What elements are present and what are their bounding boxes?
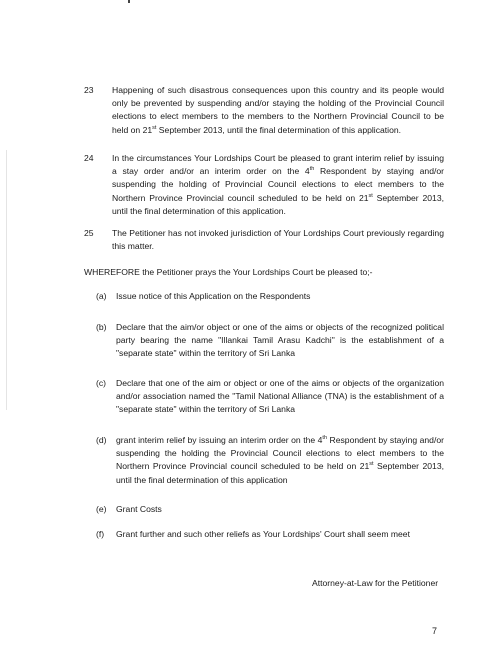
prayer-label: (f): [96, 529, 105, 539]
page-number: 7: [432, 626, 438, 636]
prayer-text: Declare that one of the aim or object or one of the aims or objects of the organization and/or association named the "Tamil National Alliance (TNA) is the establishment of a "separate state" within the territory of Sri Lanka: [116, 378, 444, 415]
paragraph-text: The Petitioner has not invoked jurisdiction of Your Lordships Court previously regarding this matter.: [112, 228, 444, 252]
prayer-text: Declare that the aim/or object or one of the aims or objects of the recognized political party bearing the name "Illankai Tamil Arasu Kadchi" is the establishment of a "separate state" within the territory of Sri Lanka: [116, 322, 444, 359]
prayer-label: (d): [96, 435, 107, 445]
paragraph-23: [84, 84, 444, 137]
prayer-text: Grant Costs: [116, 504, 162, 514]
scan-mark: [128, 0, 130, 3]
prayer-a: [96, 290, 444, 303]
prayer-label: (e): [96, 504, 107, 514]
prayer-e: [96, 503, 444, 516]
prayer-d: [96, 434, 444, 487]
signature-line: Attorney-at-Law for the Petitioner: [312, 578, 439, 588]
prayer-b: [96, 321, 444, 361]
wherefore-clause: WHEREFORE the Petitioner prays the Your Lordships Court be pleased to;-: [84, 267, 373, 277]
paragraph-number: 24: [84, 153, 94, 163]
paragraph-text: Happening of such disastrous consequences upon this country and its people would only be prevented by suspending and/or staying the holding of the Provincial Council elections to elect members to the members to the Northern Provincial Council to be held on 21st September 2013, until the final determination of this application.: [112, 85, 444, 135]
paragraph-text: In the circumstances Your Lordships Court be pleased to grant interim relief by issuing a stay order and/or an interim order on the 4th Respondent by staying and/or suspending the holding of Provincial Council elections to elect members to the Northern Province Provincial council scheduled to be held on 21st September 2013, until the final determination of this application.: [112, 153, 444, 216]
prayer-text: Grant further and such other reliefs as Your Lordships' Court shall seem meet: [116, 529, 410, 539]
paragraph-number: 25: [84, 228, 94, 238]
paragraph-number: 23: [84, 85, 94, 95]
prayer-text: Issue notice of this Application on the Respondents: [116, 291, 311, 301]
paragraph-24: [84, 152, 444, 218]
scan-edge-shadow: [6, 150, 7, 410]
prayer-label: (c): [96, 378, 107, 388]
prayer-f: [96, 528, 444, 541]
paragraph-25: [84, 227, 444, 253]
prayer-c: [96, 377, 444, 417]
prayer-label: (a): [96, 291, 107, 301]
prayer-label: (b): [96, 322, 107, 332]
prayer-text: grant interim relief by issuing an interim order on the 4th Respondent by staying and/or suspending the holding the Provincial Council elections to elect members to the Northern Province Provincial council scheduled to be held on 21st September 2013, until the final determination of this application: [116, 435, 444, 485]
